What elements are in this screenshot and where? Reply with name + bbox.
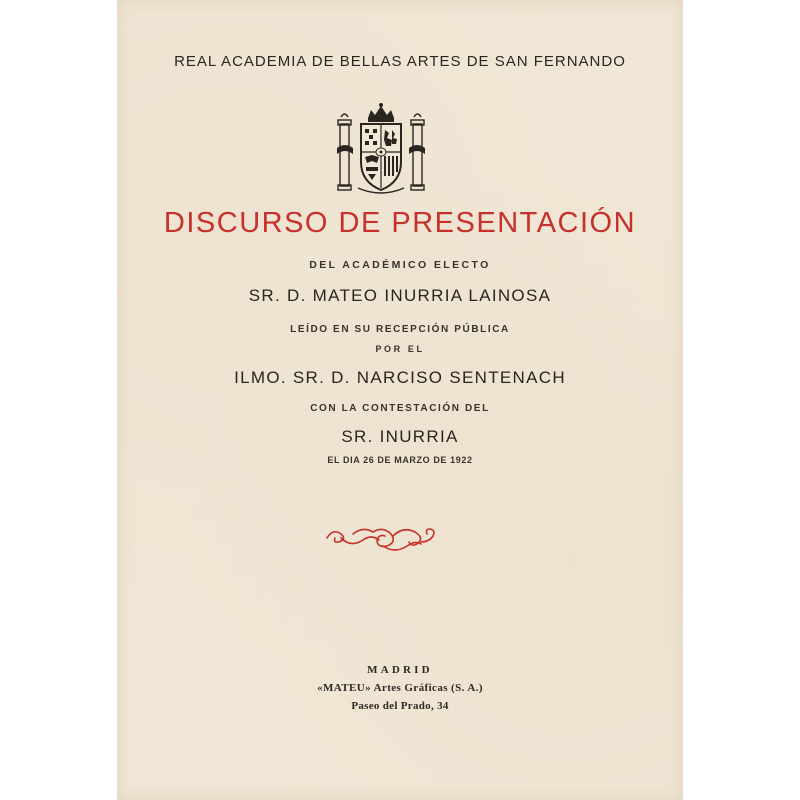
flourish-ornament-icon [323,524,441,554]
subtitle-reply: CON LA CONTESTACIÓN DEL [310,403,490,414]
subtitle-reception: LEÍDO EN SU RECEPCIÓN PÚBLICA [290,324,510,335]
book-cover [117,0,683,800]
author-name: SR. D. MATEO INURRIA LAINOSA [248,286,552,305]
subtitle-elect: DEL ACADÉMICO ELECTO [309,259,491,271]
imprint-printer: «MATEU» Artes Gráficas (S. A.) [317,682,483,694]
imprint-city: MADRID [367,664,433,676]
academy-heading: REAL ACADEMIA DE BELLAS ARTES DE SAN FERNANDO [174,53,626,70]
speaker-name: ILMO. SR. D. NARCISO SENTENACH [234,368,566,387]
royal-coat-of-arms-icon [336,102,426,198]
imprint-address: Paseo del Prado, 34 [351,700,449,712]
subtitle-by: POR EL [375,344,425,354]
reply-name: SR. INURRIA [341,427,459,446]
document-title: DISCURSO DE PRESENTACIÓN [163,207,637,239]
event-date: EL DIA 26 DE MARZO DE 1922 [327,455,473,465]
